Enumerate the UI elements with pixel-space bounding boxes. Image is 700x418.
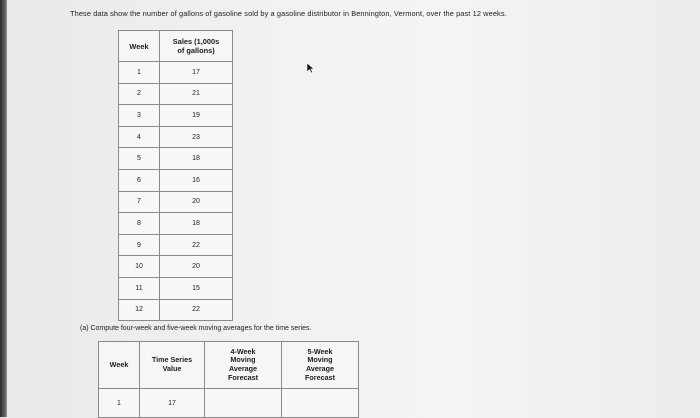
sales-cell: 23 <box>160 126 233 148</box>
week-cell: 9 <box>119 234 160 256</box>
f5-header-line2: Moving <box>307 355 333 365</box>
ts-header-line1: Time Series <box>151 355 193 365</box>
f4-header-line1: 4-Week <box>230 346 256 356</box>
f4-header-line4: Forecast <box>228 372 258 382</box>
sales-cell: 21 <box>160 83 233 105</box>
sales-cell: 20 <box>160 256 233 278</box>
data-table-row <box>119 126 233 148</box>
sales-cell: 19 <box>160 105 233 127</box>
answer-table-row <box>99 389 359 418</box>
week-column-header: Week <box>119 31 160 62</box>
answer-table-header-row <box>99 342 359 389</box>
sales-data-table <box>118 30 233 321</box>
five-week-forecast-input[interactable] <box>282 389 359 418</box>
answer-table-body <box>99 389 359 418</box>
f5-header-line4: Forecast <box>305 372 335 382</box>
f4-header-line3: Average <box>228 364 258 373</box>
data-table-row <box>119 148 233 170</box>
sales-cell: 22 <box>160 234 233 256</box>
moving-average-answer-table <box>98 341 359 418</box>
week-cell: 2 <box>119 83 160 105</box>
question-a-text: (a) Compute four-week and five-week moving averages for the time series. <box>80 325 312 332</box>
time-series-value-header <box>140 342 205 389</box>
week-cell: 4 <box>119 126 160 148</box>
four-week-forecast-header <box>205 342 282 389</box>
sales-cell: 15 <box>160 277 233 299</box>
week-cell: 5 <box>119 148 160 170</box>
data-table-row <box>119 83 233 105</box>
data-table-row <box>119 105 233 127</box>
four-week-forecast-input[interactable] <box>205 389 282 418</box>
week-cell: 1 <box>119 62 160 84</box>
sales-cell: 17 <box>160 62 233 84</box>
f5-header-line3: Average <box>305 364 335 373</box>
answer-week-header: Week <box>99 342 140 389</box>
week-cell: 8 <box>119 213 160 235</box>
sales-cell: 22 <box>160 299 233 321</box>
sales-cell: 18 <box>160 213 233 235</box>
sales-header-line2: of gallons) <box>177 46 215 55</box>
data-table-header-row <box>119 31 233 62</box>
left-edge-shadow <box>0 0 7 417</box>
sales-cell: 20 <box>160 191 233 213</box>
data-table-row <box>119 213 233 235</box>
sales-header-line1: Sales (1,000s <box>172 37 220 46</box>
data-table-row <box>119 62 233 84</box>
mouse-pointer-icon <box>306 62 315 74</box>
intro-text: These data show the number of gallons of gasoline sold by a gasoline distributor in Bennington, Vermont, over the past 12 weeks. <box>70 9 507 18</box>
week-cell: 11 <box>119 277 160 299</box>
sales-cell: 16 <box>160 169 233 191</box>
week-cell: 10 <box>119 256 160 278</box>
f4-header-line2: Moving <box>230 355 256 365</box>
data-table-row <box>119 256 233 278</box>
sales-column-header <box>160 31 233 62</box>
data-table-body <box>119 62 233 321</box>
data-table-row <box>119 169 233 191</box>
f5-header-line1: 5-Week <box>307 346 333 356</box>
data-table-row <box>119 191 233 213</box>
week-cell: 6 <box>119 169 160 191</box>
week-cell: 12 <box>119 299 160 321</box>
ts-header-line2: Value <box>162 364 182 373</box>
five-week-forecast-header <box>282 342 359 389</box>
time-series-value-cell: 17 <box>140 389 205 418</box>
data-table-row <box>119 277 233 299</box>
answer-week-cell: 1 <box>99 389 140 418</box>
data-table-row <box>119 234 233 256</box>
sales-cell: 18 <box>160 148 233 170</box>
data-table-row <box>119 299 233 321</box>
week-cell: 3 <box>119 105 160 127</box>
week-cell: 7 <box>119 191 160 213</box>
